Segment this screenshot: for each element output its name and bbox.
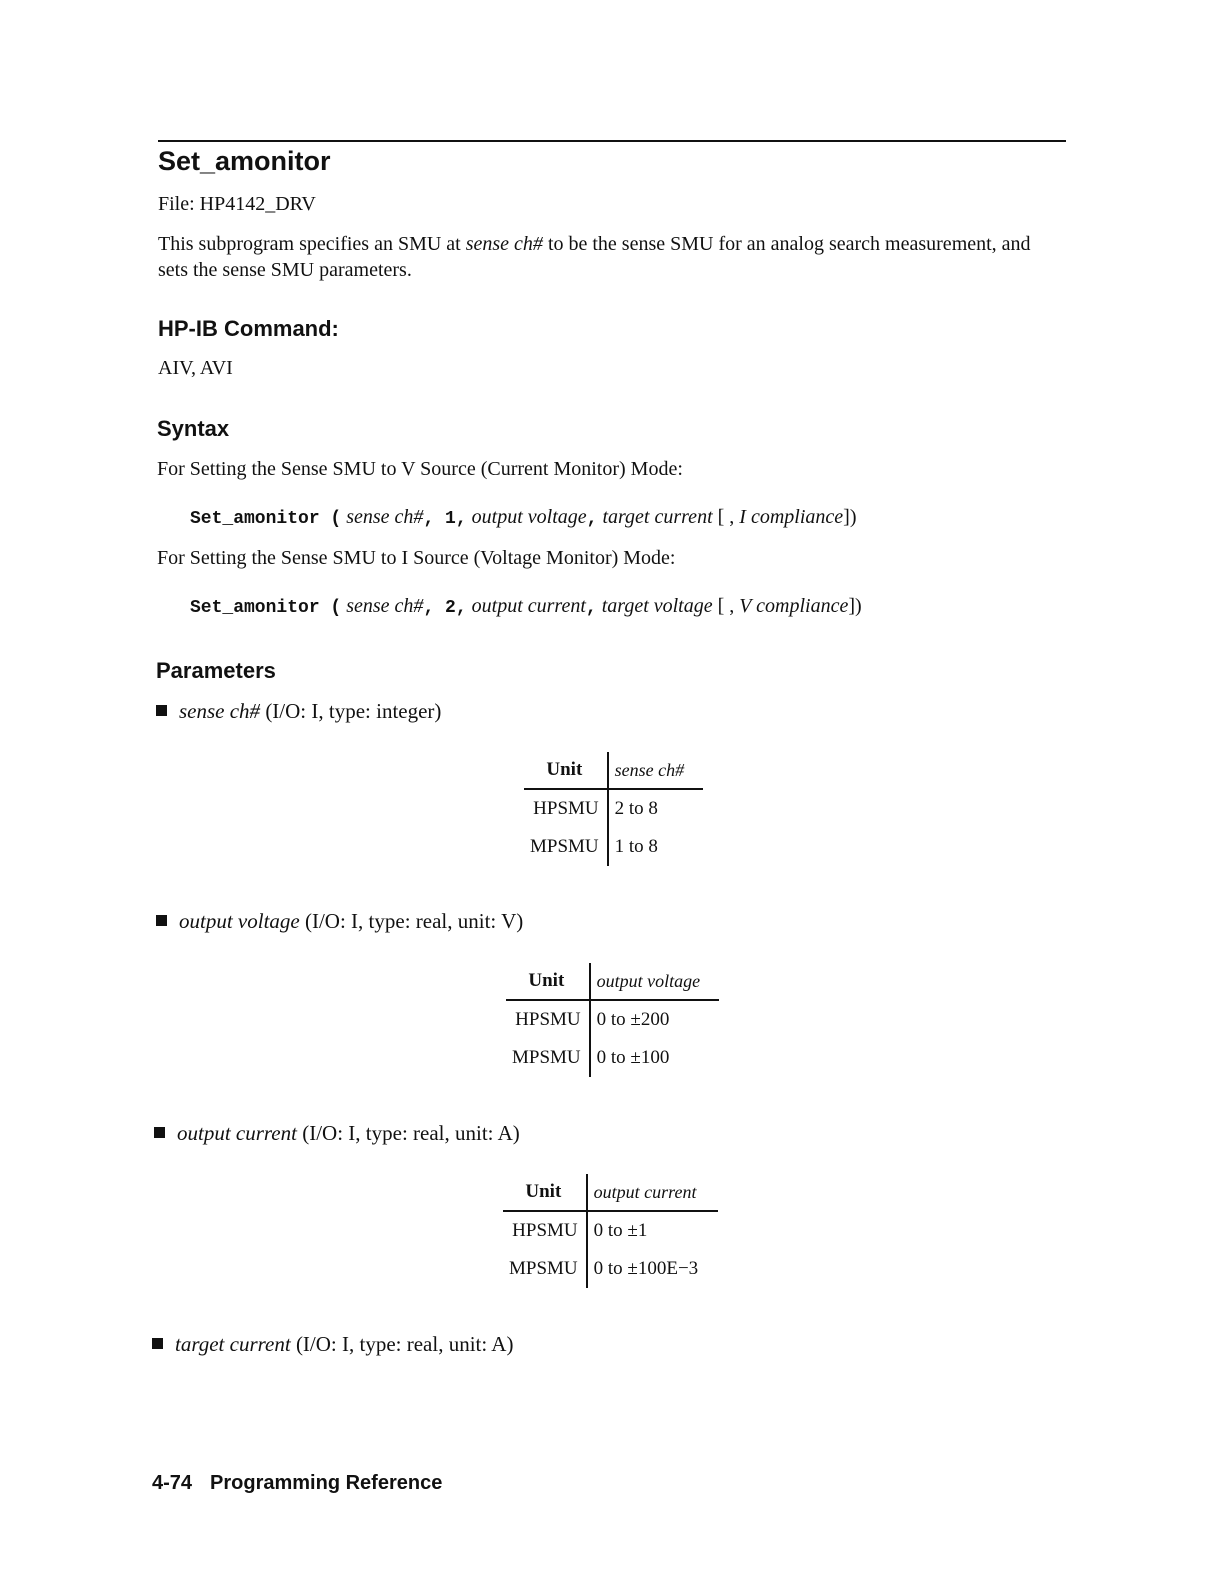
table-header-unit: Unit (524, 752, 608, 789)
table-header-row (524, 752, 703, 789)
syntax-sep: , (585, 598, 597, 618)
table-header-value: sense ch# (608, 752, 703, 789)
table-cell-unit: HPSMU (533, 798, 599, 819)
footer-section: Programming Reference (210, 1472, 443, 1494)
syntax-optional-open: [ , (717, 506, 735, 528)
syntax-arg-sense-ch: sense ch# (346, 506, 424, 528)
table-row (506, 1000, 719, 1039)
param-desc: (I/O: I, type: integer) (265, 699, 442, 723)
syntax-arg-target-voltage: target voltage (601, 595, 713, 617)
bullet-icon (152, 1338, 163, 1349)
param-desc: (I/O: I, type: real, unit: A) (302, 1121, 520, 1145)
param-name: output current (177, 1121, 297, 1145)
page-footer (152, 1472, 442, 1495)
param-target-current (152, 1332, 513, 1357)
table-cell-value: 0 to ±1 (587, 1211, 718, 1250)
syntax-sep: , (586, 509, 598, 529)
table-header-unit: Unit (506, 963, 590, 1000)
syntax-arg-sense-ch: sense ch# (346, 595, 424, 617)
table-row (503, 1211, 718, 1250)
table-header-value: output voltage (590, 963, 719, 1000)
syntax-mode1-text: For Setting the Sense SMU to V Source (Current Monitor) Mode: (157, 458, 683, 480)
syntax-arg-v-compliance: V compliance (739, 595, 849, 617)
page-title: Set_amonitor (158, 146, 331, 176)
intro-text-2: to be the sense SMU for an analog search measurement, and sets the sense SMU parameters. (158, 233, 1031, 281)
syntax-arg-target-current: target current (602, 506, 713, 528)
intro-text-1: This subprogram specifies an SMU at (158, 233, 466, 255)
syntax-line-2 (190, 595, 862, 618)
intro-paragraph (158, 231, 1038, 283)
table-header-row (503, 1174, 718, 1211)
syntax-mode2-text: For Setting the Sense SMU to I Source (Voltage Monitor) Mode: (157, 547, 676, 569)
syntax-optional-open: [ , (717, 595, 735, 617)
param-table-output-voltage (506, 963, 719, 1077)
param-output-current (154, 1121, 520, 1146)
table-cell-value: 0 to ±100E−3 (587, 1250, 718, 1288)
syntax-fn-name: Set_amonitor ( (190, 509, 342, 529)
table-row (524, 789, 703, 828)
top-rule (158, 140, 1066, 142)
file-line: File: HP4142_DRV (158, 193, 316, 215)
table-cell-value: 1 to 8 (608, 828, 703, 866)
syntax-line-1 (190, 506, 856, 529)
table-row (506, 1039, 719, 1077)
syntax-arg-i-compliance: I compliance (739, 506, 844, 528)
syntax-close: ]) (843, 506, 857, 528)
syntax-close: ]) (848, 595, 862, 617)
table-header-unit: Unit (503, 1174, 587, 1211)
table-row (524, 828, 703, 866)
table-cell-unit: HPSMU (515, 1009, 581, 1030)
table-row (503, 1250, 718, 1288)
syntax-sep: , 2, (423, 598, 467, 618)
syntax-arg-output-current: output current (471, 595, 586, 617)
table-header-value: output current (587, 1174, 718, 1211)
table-cell-value: 0 to ±200 (590, 1000, 719, 1039)
bullet-icon (156, 915, 167, 926)
table-cell-unit: MPSMU (509, 1258, 578, 1279)
table-cell-value: 2 to 8 (608, 789, 703, 828)
param-table-output-current (503, 1174, 718, 1288)
page-number: 4-74 (152, 1472, 193, 1494)
table-cell-value: 0 to ±100 (590, 1039, 719, 1077)
param-sense-ch (156, 699, 441, 724)
param-desc: (I/O: I, type: real, unit: V) (304, 909, 524, 933)
bullet-icon (154, 1127, 165, 1138)
table-cell-unit: MPSMU (512, 1047, 581, 1068)
table-cell-unit: MPSMU (530, 836, 599, 857)
intro-italic: sense ch# (465, 233, 543, 255)
param-name: target current (175, 1332, 291, 1356)
bullet-icon (156, 705, 167, 716)
param-desc: (I/O: I, type: real, unit: A) (295, 1332, 514, 1356)
syntax-sep: , 1, (423, 509, 467, 529)
table-cell-unit: HPSMU (512, 1220, 578, 1241)
param-table-sense-ch (524, 752, 703, 866)
table-header-row (506, 963, 719, 1000)
parameters-heading: Parameters (156, 658, 276, 683)
syntax-fn-name: Set_amonitor ( (190, 598, 342, 618)
hpib-commands: AIV, AVI (158, 357, 233, 379)
syntax-heading: Syntax (157, 416, 230, 441)
param-name: sense ch# (179, 699, 261, 723)
param-output-voltage (156, 909, 523, 934)
param-name: output voltage (179, 909, 300, 933)
hpib-heading: HP-IB Command: (158, 316, 339, 341)
syntax-arg-output-voltage: output voltage (471, 506, 587, 528)
